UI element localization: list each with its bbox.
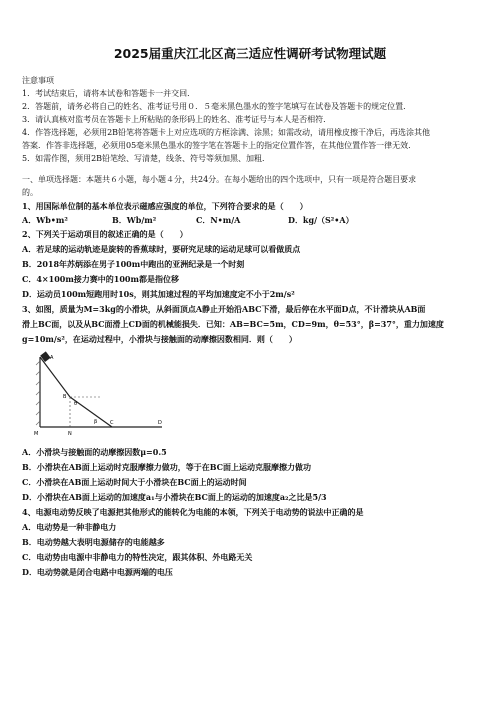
- section-heading-line: 一、单项选择题：本题共６小题，每小题４分，共24分。在每小题给出的四个选项中，只有一项是符合题目要求: [22, 175, 417, 184]
- option-c: C．电动势由电源中非静电力的特性决定，跟其体积、外电路无关: [22, 552, 253, 562]
- label-theta: θ: [74, 401, 78, 407]
- label-beta: β: [94, 419, 98, 425]
- label-a: A: [50, 355, 54, 361]
- option-c: C．4×100m接力赛中的100m都是指位移: [22, 274, 179, 284]
- question-stem-line: 3、如图，质量为M=3kg的小滑块，从斜面顶点A静止开始沿ABC下滑，最后停在水平面D点，不计滑块从AB面: [22, 304, 426, 314]
- notice-heading: 注意事项: [22, 76, 54, 85]
- question-stem-line: g=10m/s²，在运动过程中，小滑块与接触面的动摩擦因数相同．则（ ）: [22, 334, 297, 344]
- incline-diagram: [30, 351, 170, 439]
- option-row: [22, 214, 478, 227]
- question-stem: 4、电源电动势反映了电源把其他形式的能转化为电能的本领，下列关于电动势的说法中正确的是: [22, 507, 364, 517]
- notice-item: 5．如需作图，须用2B铅笔绘、写清楚，线条、符号等须加黑、加粗．: [22, 154, 271, 163]
- option-a: A．Wb•m²: [22, 215, 68, 225]
- option-c: C．小滑块在AB面上运动时间大于小滑块在BC面上的运动时间: [22, 477, 247, 487]
- incline-ab: [40, 357, 70, 397]
- question-3: [22, 302, 478, 505]
- label-c: C: [110, 420, 114, 426]
- option-d: D．小滑块在AB面上运动的加速度a₁与小滑块在BC面上的运动的加速度a₂之比是5/3: [22, 492, 327, 502]
- question-1: [22, 199, 478, 227]
- question-stem: 2、下列关于运动项目的叙述正确的是（ ）: [22, 229, 188, 239]
- notice-section: [22, 74, 478, 165]
- notice-item: 1．考试结束后，请将本试卷和答题卡一并交回．: [22, 89, 196, 98]
- option-a: A．小滑块与接触面的动摩擦因数μ=0.5: [22, 447, 167, 457]
- option-d: D．kg/（S²•A）: [288, 215, 354, 225]
- page-title: 2025届重庆江北区高三适应性调研考试物理试题: [113, 46, 387, 61]
- notice-item: 3．请认真核对监考员在答题卡上所粘贴的条形码上的姓名、准考证号与本人是否相符．: [22, 115, 332, 124]
- label-m: M: [34, 431, 39, 437]
- option-d: D．电动势就是闭合电路中电源两端的电压: [22, 567, 173, 577]
- option-d: D．运动员100m短跑用时10s，则其加速过程的平均加速度定不小于2m/s²: [22, 289, 295, 299]
- label-b: B: [63, 394, 67, 400]
- option-b: B．小滑块在AB面上运动时克服摩擦力做功，等于在BC面上运动克服摩擦力做功: [22, 462, 312, 472]
- incline-figure: [30, 351, 170, 439]
- question-stem-line: 滑上BC面，以及从BC面滑上CD面的机械能损失．已知：AB=BC=5m，CD=9m，θ=53°，β=37°，重力加速度: [22, 319, 444, 329]
- option-b: B．电动势越大表明电源储存的电能越多: [22, 537, 165, 547]
- option-b: B．2018年苏炳添在男子100m中跑出的亚洲纪录是一个时刻: [22, 259, 245, 269]
- label-n: N: [68, 431, 72, 437]
- section-heading-line: 的。: [22, 188, 38, 197]
- question-stem: 1、用国际单位制的基本单位表示磁感应强度的单位，下列符合要求的是（ ）: [22, 201, 308, 211]
- notice-item: 答案．作答非选择题，必须用05毫米黑色墨水的签字笔在答题卡上的指定位置作答，在其他位置作答一律无效．: [22, 141, 417, 150]
- label-d: D: [158, 420, 162, 426]
- notice-item: 2．答题前，请务必将自己的姓名、准考证号用０．５毫米黑色墨水的签字笔填写在试卷及答题卡的规定位置．: [22, 102, 412, 111]
- question-4: [22, 505, 478, 580]
- option-c: C．N•m/A: [196, 215, 241, 225]
- option-a: A．电动势是一种非静电力: [22, 522, 117, 532]
- option-b: B．Wb/m²: [112, 215, 157, 225]
- section-heading: [22, 173, 478, 199]
- notice-item: 4．作答选择题，必须用2B铅笔将答题卡上对应选项的方框涂满、涂黑；如需改动，请用橡皮擦干净后，再选涂其他: [22, 128, 431, 137]
- option-a: A．若足球的运动轨迹是旋转的香蕉球时，要研究足球的运动足球可以看做质点: [22, 244, 301, 254]
- question-2: [22, 227, 478, 302]
